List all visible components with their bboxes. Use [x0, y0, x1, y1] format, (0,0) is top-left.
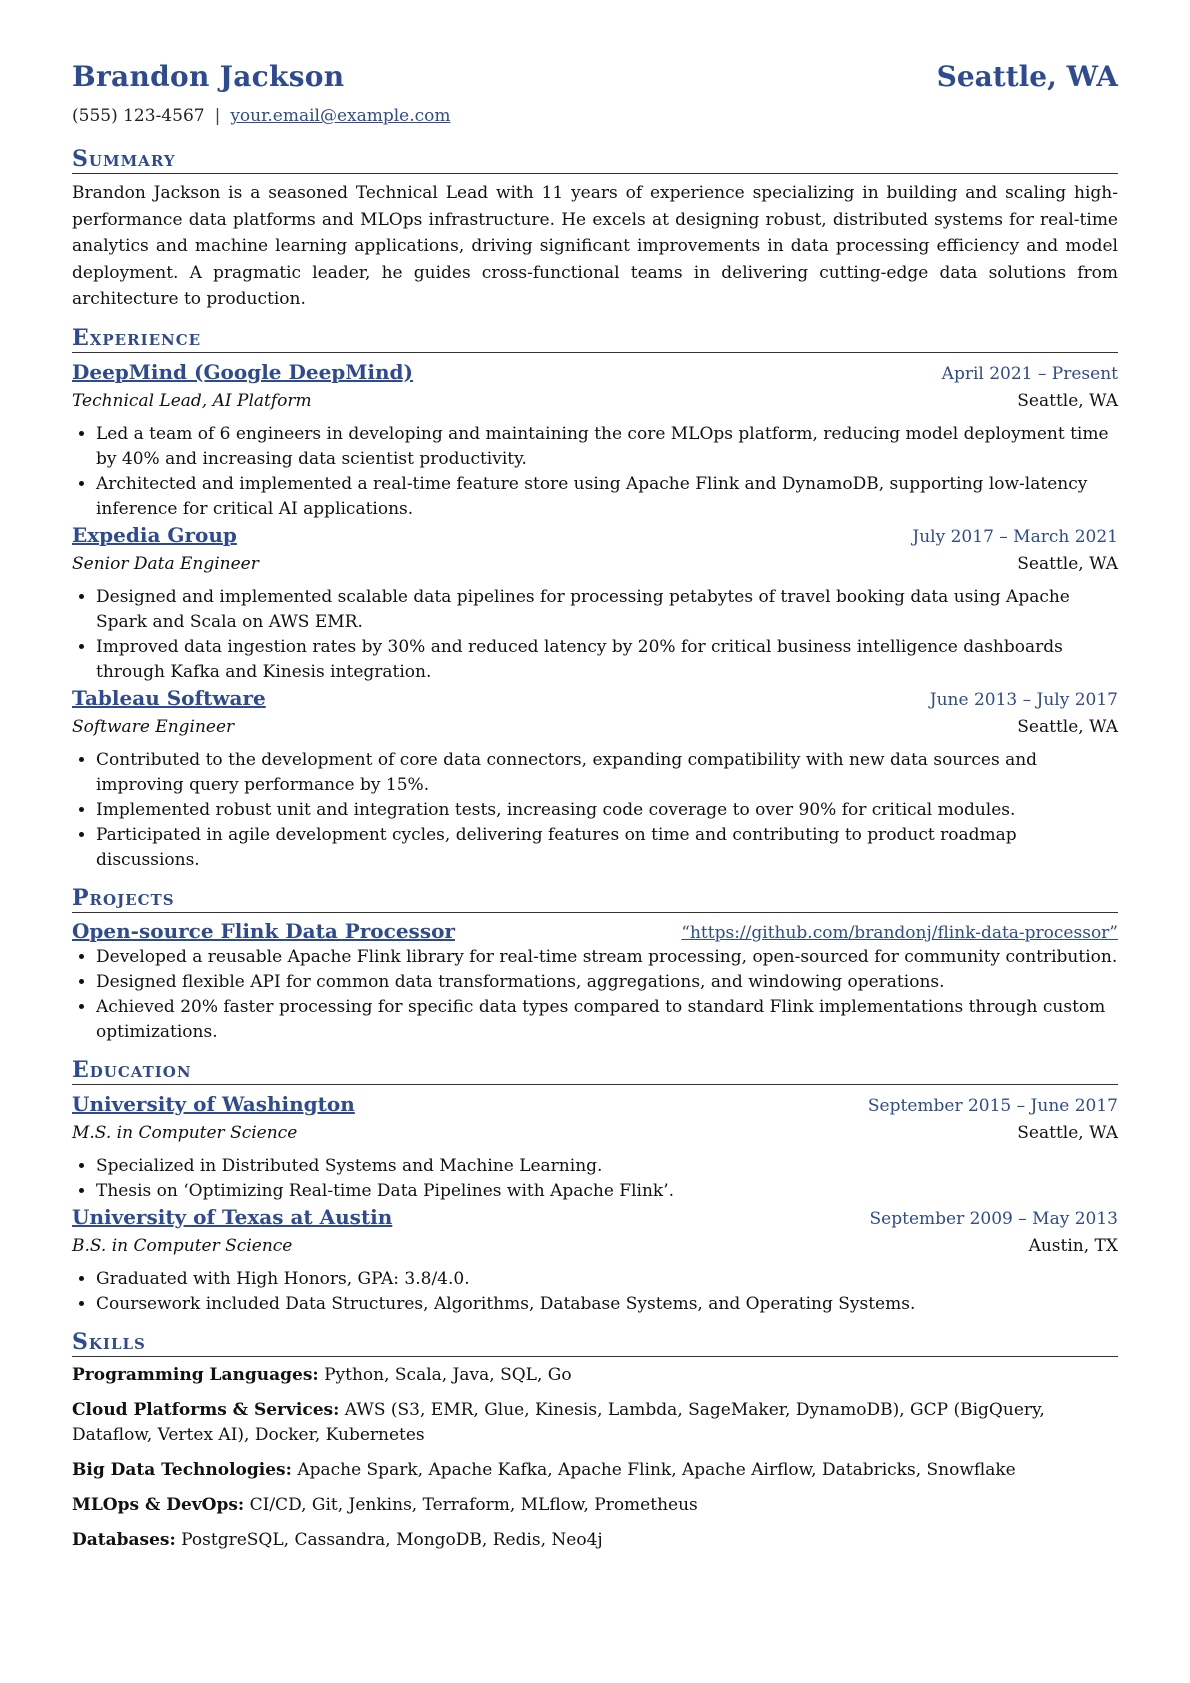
bullet-item: • Led a team of 6 engineers in developing and maintaining the core MLOps platform, reducing model deployment time by 40% and increasing data scientist productivity. [96, 422, 1118, 472]
bullet-item: • Developed a reusable Apache Flink library for real-time stream processing, open-sourced for community contribution. [96, 945, 1118, 970]
skills-list [72, 1363, 1118, 1553]
skill-row [72, 1528, 1118, 1553]
skill-value: CI/CD, Git, Jenkins, Terraform, MLflow, Prometheus [249, 1494, 698, 1515]
phone-number: (555) 123-4567 [72, 106, 205, 126]
degree: M.S. in Computer Science [72, 1122, 298, 1143]
skill-label: Cloud Platforms & Services: [72, 1399, 340, 1420]
entry-dates: April 2021 – Present [941, 363, 1118, 384]
header [72, 60, 1118, 104]
experience-entry [72, 522, 1118, 685]
bullet-item: • Designed flexible API for common data transformations, aggregations, and windowing operations. [96, 970, 1118, 995]
entry-location: Seattle, WA [1017, 1122, 1118, 1143]
bullet-item: • Contributed to the development of core data connectors, expanding compatibility with new data sources and improving query performance by 15%. [96, 748, 1118, 798]
bullet-list [72, 748, 1118, 873]
summary-text: Brandon Jackson is a seasoned Technical Lead with 11 years of experience specializing in building and scaling high-performance data platforms and MLOps infrastructure. He excels at designing robust, distributed systems for real-time analytics and machine learning applications, driving significant improvements in data processing efficiency and model deployment. A pragmatic leader, he guides cross-functional teams in delivering cutting-edge data solutions from architecture to production. [72, 183, 1118, 309]
section-title-skills: Skills [72, 1329, 1118, 1357]
skill-row [72, 1398, 1118, 1448]
skill-value: AWS (S3, EMR, Glue, Kinesis, Lambda, SageMaker, DynamoDB), GCP (BigQuery, Dataflow, Vertex AI), Docker, Kubernetes [72, 1399, 1045, 1445]
school-link[interactable]: University of Washington [72, 1091, 355, 1116]
skill-label: Databases: [72, 1529, 176, 1550]
education-entry [72, 1091, 1118, 1204]
section-title-education: Education [72, 1057, 1118, 1085]
experience-entry [72, 359, 1118, 522]
bullet-item: • Graduated with High Honors, GPA: 3.8/4.0. [96, 1267, 1118, 1292]
bullet-item: • Improved data ingestion rates by 30% and reduced latency by 20% for critical business intelligence dashboards through Kafka and Kinesis integration. [96, 635, 1118, 685]
entry-location: Seattle, WA [1017, 716, 1118, 737]
education-entry [72, 1204, 1118, 1317]
entry-dates: September 2009 – May 2013 [869, 1208, 1118, 1229]
section-title-summary: Summary [72, 146, 1118, 174]
email-link[interactable]: your.email@example.com [230, 106, 451, 126]
bullet-list [72, 1267, 1118, 1317]
bullet-item: • Implemented robust unit and integration tests, increasing code coverage to over 90% for critical modules. [96, 798, 1118, 823]
skill-row [72, 1493, 1118, 1518]
bullet-list [72, 422, 1118, 522]
skill-label: Big Data Technologies: [72, 1459, 292, 1480]
candidate-name: Brandon Jackson [72, 60, 345, 93]
skill-value: Apache Spark, Apache Kafka, Apache Flink, Apache Airflow, Databricks, Snowflake [297, 1459, 1016, 1480]
bullet-list [72, 585, 1118, 685]
skill-row [72, 1363, 1118, 1388]
bullet-item: • Specialized in Distributed Systems and Machine Learning. [96, 1154, 1118, 1179]
skill-value: PostgreSQL, Cassandra, MongoDB, Redis, Neo4j [181, 1529, 603, 1550]
header-location: Seattle, WA [936, 60, 1118, 93]
project-name-link[interactable]: Open-source Flink Data Processor [72, 918, 455, 943]
company-link[interactable]: Expedia Group [72, 522, 237, 547]
section-title-experience: Experience [72, 325, 1118, 353]
entry-dates: September 2015 – June 2017 [867, 1095, 1118, 1116]
section-title-projects: Projects [72, 885, 1118, 913]
bullet-list [72, 945, 1118, 1045]
job-title: Senior Data Engineer [72, 553, 259, 574]
project-entry [72, 919, 1118, 1045]
school-link[interactable]: University of Texas at Austin [72, 1204, 393, 1229]
bullet-item: • Architected and implemented a real-time feature store using Apache Flink and DynamoDB, supporting low-latency inference for critical AI applications. [96, 472, 1118, 522]
company-link[interactable]: Tableau Software [72, 685, 266, 710]
skill-label: Programming Languages: [72, 1364, 319, 1385]
company-link[interactable]: DeepMind (Google DeepMind) [72, 359, 413, 384]
bullet-list [72, 1154, 1118, 1204]
skill-label: MLOps & DevOps: [72, 1494, 245, 1515]
degree: B.S. in Computer Science [72, 1235, 293, 1256]
skill-value: Python, Scala, Java, SQL, Go [324, 1364, 572, 1385]
entry-dates: June 2013 – July 2017 [929, 689, 1118, 710]
bullet-item: • Achieved 20% faster processing for specific data types compared to standard Flink implementations through custom optimizations. [96, 995, 1118, 1045]
experience-entry [72, 685, 1118, 873]
job-title: Technical Lead, AI Platform [72, 390, 312, 411]
entry-dates: July 2017 – March 2021 [912, 526, 1118, 547]
job-title: Software Engineer [72, 716, 235, 737]
bullet-item: • Coursework included Data Structures, Algorithms, Database Systems, and Operating Systems. [96, 1292, 1118, 1317]
project-url-link[interactable]: “https://github.com/brandonj/flink-data-processor” [681, 922, 1118, 943]
skill-row [72, 1458, 1118, 1483]
contact-separator: | [214, 106, 221, 126]
bullet-item: • Thesis on ‘Optimizing Real-time Data Pipelines with Apache Flink’. [96, 1179, 1118, 1204]
bullet-item: • Participated in agile development cycles, delivering features on time and contributing to product roadmap discussions. [96, 823, 1118, 873]
entry-location: Seattle, WA [1017, 390, 1118, 411]
entry-location: Austin, TX [1028, 1235, 1118, 1256]
contact-line [72, 106, 1118, 134]
bullet-item: • Designed and implemented scalable data pipelines for processing petabytes of travel booking data using Apache Spark and Scala on AWS EMR. [96, 585, 1118, 635]
entry-location: Seattle, WA [1017, 553, 1118, 574]
